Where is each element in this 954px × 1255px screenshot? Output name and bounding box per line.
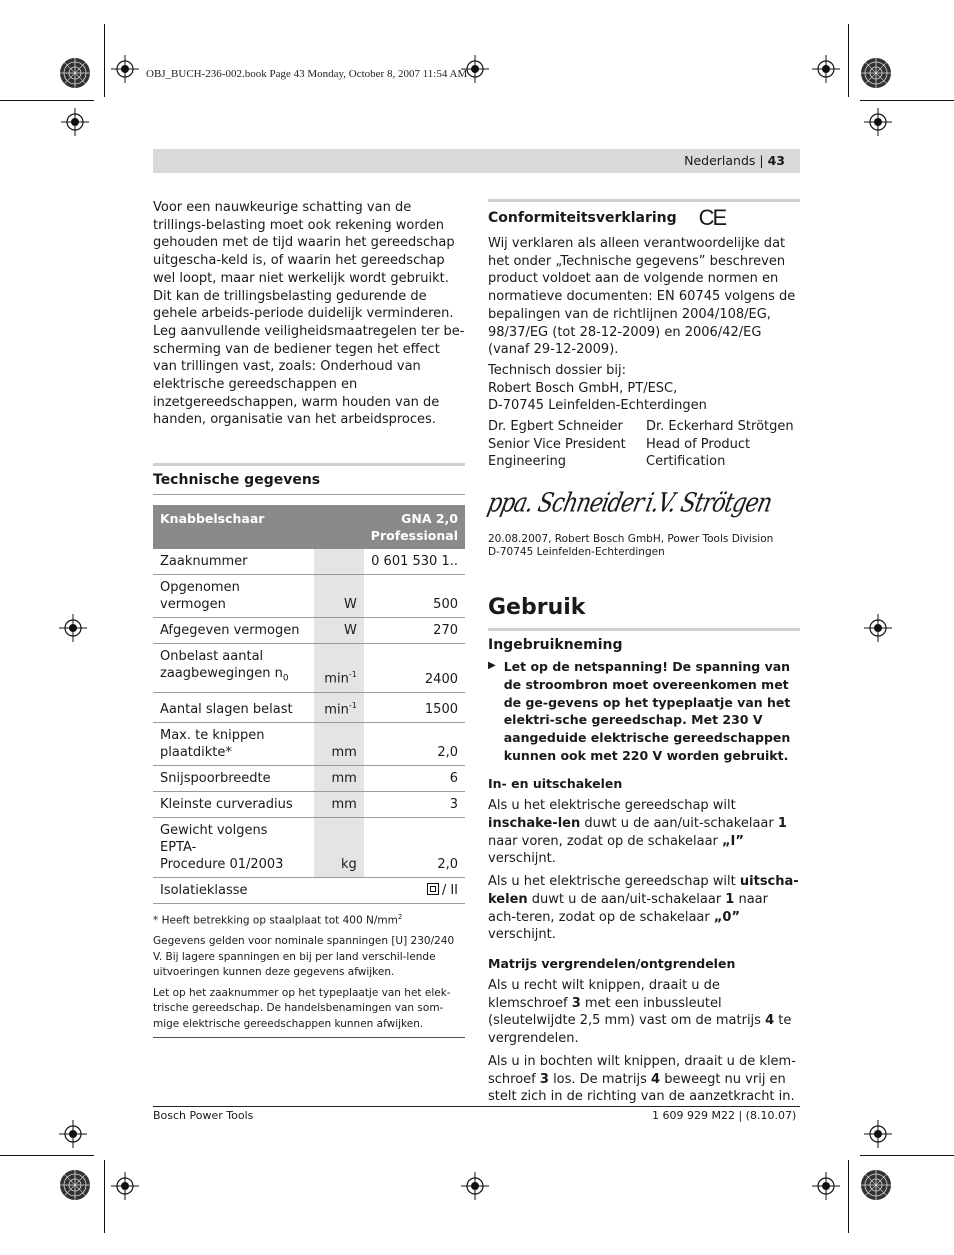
conformity-paragraph: Wij verklaren als alleen verantwoordelijke dat het onder „Technische gegevens” beschreven product voldoet aan de volgende normen en normatieve documenten: EN 60745 volgens de bepalingen van de richtlijnen 2004/108/EG, 98/37/EG (tot 28-12-2009) en 2006/42/EG (vanaf 29-12-2009). (488, 236, 796, 358)
warning-item: ▶ Let op de netspanning! De spanning van de stroombron moet overeenkomen met de ge-gevens op het typeplaatje van het elektri-sche gereedschap. Met 230 V aangeduide elektrische gereedschappen kunnen ook met 220 V worden gebruikt. (488, 659, 791, 763)
triangle-bullet-icon: ▶ (488, 660, 496, 672)
matrix-unlock-paragraph: Als u in bochten wilt knippen, draait u de klem-schroef 3 los. De matrijs 4 beweegt nu vrij en stelt zich in de richting van de aanzetkracht in. (488, 1053, 796, 1105)
footer-brand: Bosch Power Tools (153, 1109, 254, 1122)
signatory-1: Dr. Egbert Schneider Senior Vice President Engineering (488, 419, 626, 470)
signature-1: ppa. Schneider (484, 488, 646, 519)
table-row: Onbelast aantal zaagbewegingen $n_0$ $\min^{-1}$ 2400 (153, 644, 465, 693)
intro-paragraph: Voor een nauwkeurige schatting van de trillings-belasting moet ook rekening worden gehouden met de tijd waarin het gereedschap uitgescha-keld is, of waarin het gereedschap wel loopt, maar niet werkelijk wordt gebruikt. Dit kan de trillingsbelasting gedurende de gehele arbeids-periode duidelijk verminderen. (153, 200, 455, 322)
table-row: Gewicht volgens EPTA- Procedure 01/2003 kg 2,0 (153, 818, 465, 878)
subsection-title: Ingebruikneming (488, 637, 623, 654)
section-title: Gebruik (488, 595, 586, 621)
matrix-lock-paragraph: Als u recht wilt knippen, draait u de klemschroef 3 met een inbussleutel (sleutelwijdte 2,5 mm) vast om de matrijs 4 te vergrendelen. (488, 977, 792, 1047)
header-separator: | (759, 153, 764, 168)
footer-code: 1 609 929 M22 | (8.10.07) (652, 1109, 797, 1122)
print-info: OBJ_BUCH-236-002.book Page 43 Monday, October 8, 2007 11:54 AM (146, 68, 468, 80)
table-header-row (153, 505, 465, 549)
table-row: Aantal slagen belast $\min^{-1}$ 1500 (153, 692, 465, 722)
footnote: * Heeft betrekking op staalplaat tot 400 $N/mm^2$ (153, 913, 403, 927)
signatories (488, 418, 800, 471)
table-row: Zaaknummer 0 601 530 1.. (153, 549, 465, 575)
header-language: Nederlands (684, 153, 756, 168)
switch-on-paragraph: Als u het elektrische gereedschap wilt inschake-len duwt u de aan/uit-schakelaar 1 naar voren, zodat op de schakelaar „I” verschijnt. (488, 798, 787, 867)
table-header-name: Knabbelschaar (153, 505, 364, 549)
table-row: Snijspoorbreedte mm 6 (153, 766, 465, 792)
left-column (153, 199, 465, 1038)
page-number: 43 (767, 153, 785, 168)
section-title: Conformiteitsverklaring (488, 210, 677, 226)
footer-divider (153, 1106, 800, 1107)
switch-off-paragraph: Als u het elektrische gereedschap wilt uitscha-kelen duwt u de aan/uit-schakelaar 1 naar ach-teren, zodat op de schakelaar „0” verschijnt. (488, 874, 799, 943)
subsection-title: Matrijs vergrendelen/ontgrendelen (488, 955, 736, 971)
table-row: Max. te knippen plaatdikte* mm 2,0 (153, 723, 465, 766)
footnote: Gegevens gelden voor nominale spanningen [U] 230/240 V. Bij lagere spanningen en bij per land verschil-lende uitvoeringen kunnen deze gegevens afwijken. (153, 935, 455, 979)
date-line: 20.08.2007, Robert Bosch GmbH, Power Tools Division D-70745 Leinfelden-Echterdingen (488, 533, 774, 559)
page-header (153, 149, 800, 173)
table-header-model: GNA 2,0 Professional (364, 505, 465, 549)
spec-table (153, 505, 465, 904)
intro-paragraph: Leg aanvullende veiligheidsmaatregelen ter be-scherming van de bediener tegen het effect van trillingen vast, zoals: Onderhoud van elektrische gereedschappen en inzetgereedschappen, warm houden van de handen, organisatie van het arbeidsproces. (153, 323, 465, 428)
tech-section (153, 463, 465, 488)
table-row: Afgegeven vermogen W 270 (153, 618, 465, 644)
right-column (484, 199, 800, 1106)
signatures (484, 475, 800, 531)
table-row: Opgenomen vermogen W 500 (153, 575, 465, 618)
signatory-2: Dr. Eckerhard Strötgen Head of Product Certification (646, 419, 794, 470)
signature-2: i.V. Strötgen (642, 488, 775, 519)
table-row: Kleinste curveradius mm 3 (153, 792, 465, 818)
footnote: Let op het zaaknummer op het typeplaatje van het elek-trische gereedschap. De handelsbenamingen van som-mige elektrische gereedschappen kunnen afwijken. (153, 986, 451, 1030)
ce-mark-icon: CE (698, 205, 726, 230)
section-title: Technische gegevens (153, 472, 321, 489)
table-row: Isolatieklasse / II (153, 878, 465, 904)
subsection-title: In- en uitschakelen (488, 776, 623, 792)
divider (153, 1037, 465, 1038)
tech-dossier: Technisch dossier bij: Robert Bosch GmbH, PT/ESC, D-70745 Leinfelden-Echterdingen (488, 362, 707, 414)
double-insulation-icon (427, 883, 439, 895)
